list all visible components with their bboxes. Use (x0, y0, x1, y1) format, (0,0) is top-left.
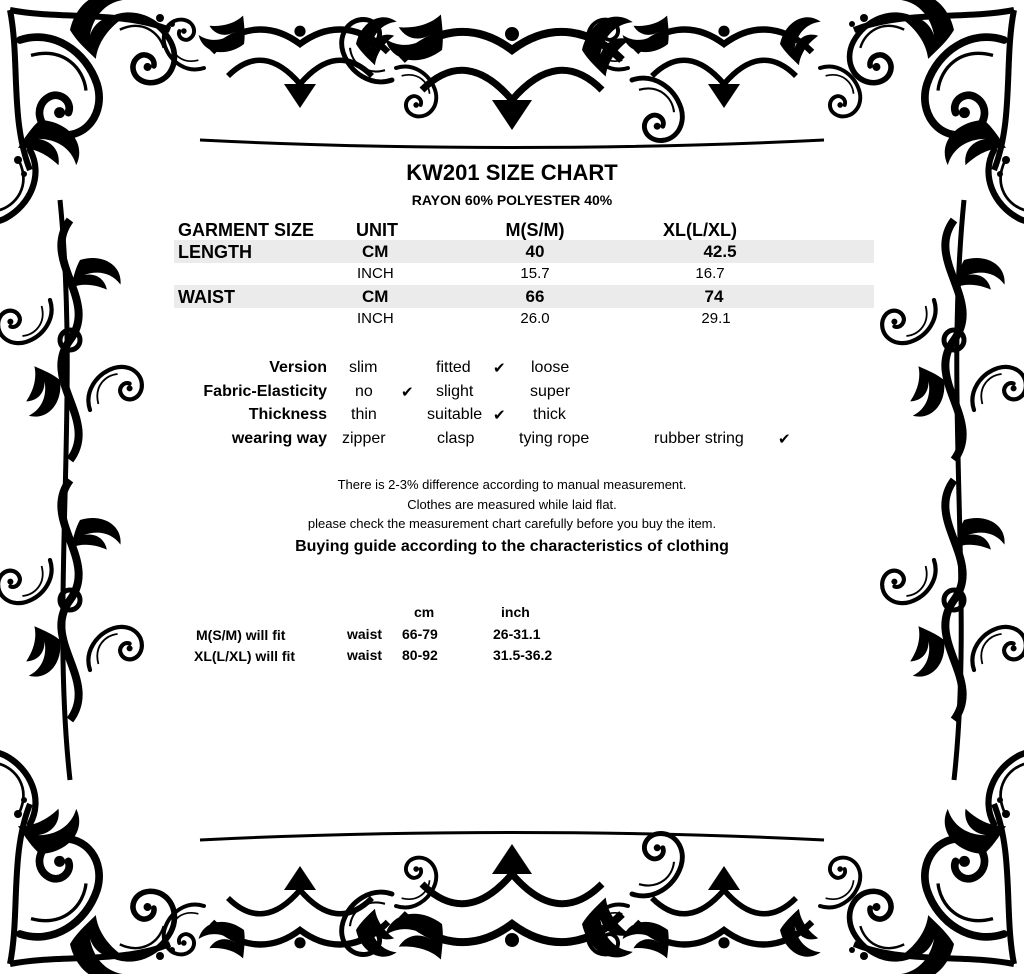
unit-inch: INCH (357, 265, 394, 282)
note-line: Clothes are measured while laid flat. (407, 497, 617, 512)
check-icon: ✔ (401, 384, 414, 401)
attr-label-version: Version (269, 359, 327, 376)
measure-length: LENGTH (178, 242, 252, 262)
attr-option: slim (349, 359, 378, 376)
attr-label-wearing-way: wearing way (231, 430, 327, 447)
guide-row-inch: 31.5-36.2 (493, 647, 553, 663)
attr-option: suitable (427, 406, 483, 423)
check-icon: ✔ (493, 407, 506, 424)
attr-option: slight (436, 383, 474, 400)
attr-label-elasticity: Fabric-Elasticity (203, 383, 327, 400)
waist-inch-xl: 29.1 (701, 310, 731, 327)
check-icon: ✔ (778, 431, 791, 448)
unit-cm: CM (362, 287, 389, 306)
guide-row-inch: 26-31.1 (493, 626, 541, 642)
guide-row-label: XL(L/XL) will fit (194, 648, 296, 664)
note-line: please check the measurement chart carefully before you buy the item. (307, 516, 717, 531)
attr-option: tying rope (519, 430, 590, 447)
guide-header-cm: cm (414, 604, 435, 620)
attr-option: zipper (342, 430, 386, 447)
attr-option: thin (351, 406, 377, 423)
guide-row-measure: waist (347, 626, 383, 642)
header-size-m: M(S/M) (505, 220, 565, 240)
guide-row-measure: waist (347, 647, 383, 663)
waist-inch-m: 26.0 (520, 310, 550, 327)
unit-inch: INCH (357, 310, 394, 327)
header-unit: UNIT (356, 220, 398, 240)
waist-cm-xl: 74 (704, 287, 724, 306)
guide-row-cm: 66-79 (402, 626, 438, 642)
length-inch-xl: 16.7 (695, 265, 725, 282)
length-inch-m: 15.7 (520, 265, 550, 282)
attr-option: fitted (436, 359, 471, 376)
buying-guide-title: Buying guide according to the characteristics of clothing (295, 538, 729, 555)
unit-cm: CM (362, 242, 389, 261)
attr-option: rubber string (654, 430, 744, 447)
attr-label-thickness: Thickness (248, 406, 327, 423)
chart-title: KW201 SIZE CHART (406, 160, 618, 185)
attr-option: no (355, 383, 373, 400)
length-cm-xl: 42.5 (703, 242, 737, 261)
guide-header-inch: inch (501, 604, 530, 620)
fabric-composition: RAYON 60% POLYESTER 40% (411, 192, 613, 208)
waist-cm-m: 66 (525, 287, 545, 306)
guide-row-cm: 80-92 (402, 647, 438, 663)
measure-waist: WAIST (178, 287, 235, 307)
attr-option: loose (531, 359, 570, 376)
note-line: There is 2-3% difference according to manual measurement. (337, 477, 687, 492)
attr-option: clasp (437, 430, 475, 447)
attr-option: super (530, 383, 571, 400)
header-size-xl: XL(L/XL) (663, 220, 737, 240)
guide-row-label: M(S/M) will fit (196, 627, 286, 643)
attr-option: thick (533, 406, 566, 423)
header-garment-size: GARMENT SIZE (178, 220, 315, 240)
check-icon: ✔ (493, 360, 506, 377)
length-cm-m: 40 (525, 242, 545, 261)
